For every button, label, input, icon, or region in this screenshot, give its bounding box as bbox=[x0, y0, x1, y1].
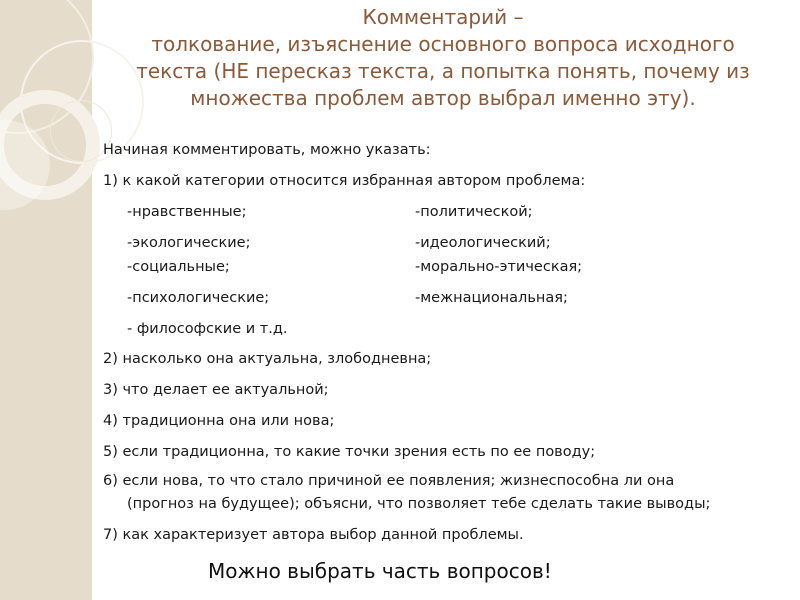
intro-text: Начиная комментировать, можно указать: bbox=[103, 142, 431, 158]
title-line: Комментарий – bbox=[362, 5, 524, 29]
category-item: -идеологический; bbox=[415, 235, 551, 251]
list-item-5: 5) если традиционна, то какие точки зрения есть по ее поводу; bbox=[103, 444, 596, 460]
category-row bbox=[127, 289, 568, 307]
category-item: -нравственные; bbox=[127, 204, 247, 220]
title-line: толкование, изъяснение основного вопроса исходного bbox=[151, 32, 735, 56]
list-item-3: 3) что делает ее актуальной; bbox=[103, 382, 329, 398]
category-item: -экологические; bbox=[127, 235, 251, 251]
title-line: текста (НЕ пересказ текста, а попытка понять, почему из bbox=[136, 59, 750, 83]
decorative-side-band bbox=[0, 0, 92, 600]
list-item-6-continuation: (прогноз на будущее); объясни, что позволяет тебе сделать такие выводы; bbox=[127, 496, 711, 512]
category-item: -психологические; bbox=[127, 290, 270, 306]
slide-title bbox=[96, 4, 790, 112]
category-item: -социальные; bbox=[127, 259, 230, 275]
category-item: - философские и т.д. bbox=[127, 321, 288, 337]
category-item: -морально-этическая; bbox=[415, 259, 583, 275]
list-item-1: 1) к какой категории относится избранная автором проблема: bbox=[103, 173, 586, 189]
category-row bbox=[127, 203, 533, 221]
footer-note: Можно выбрать часть вопросов! bbox=[208, 559, 552, 583]
list-item-7: 7) как характеризует автора выбор данной проблемы. bbox=[103, 527, 524, 543]
category-item: -политической; bbox=[415, 204, 533, 220]
title-line: множества проблем автор выбрал именно эту). bbox=[190, 86, 696, 110]
list-item-2: 2) насколько она актуальна, злободневна; bbox=[103, 351, 432, 367]
category-row bbox=[127, 258, 582, 276]
category-item: -межнациональная; bbox=[415, 290, 568, 306]
list-item-6: 6) если нова, то что стало причиной ее появления; жизнеспособна ли она bbox=[103, 473, 675, 489]
list-item-4: 4) традиционна она или нова; bbox=[103, 413, 335, 429]
category-row bbox=[127, 234, 551, 252]
